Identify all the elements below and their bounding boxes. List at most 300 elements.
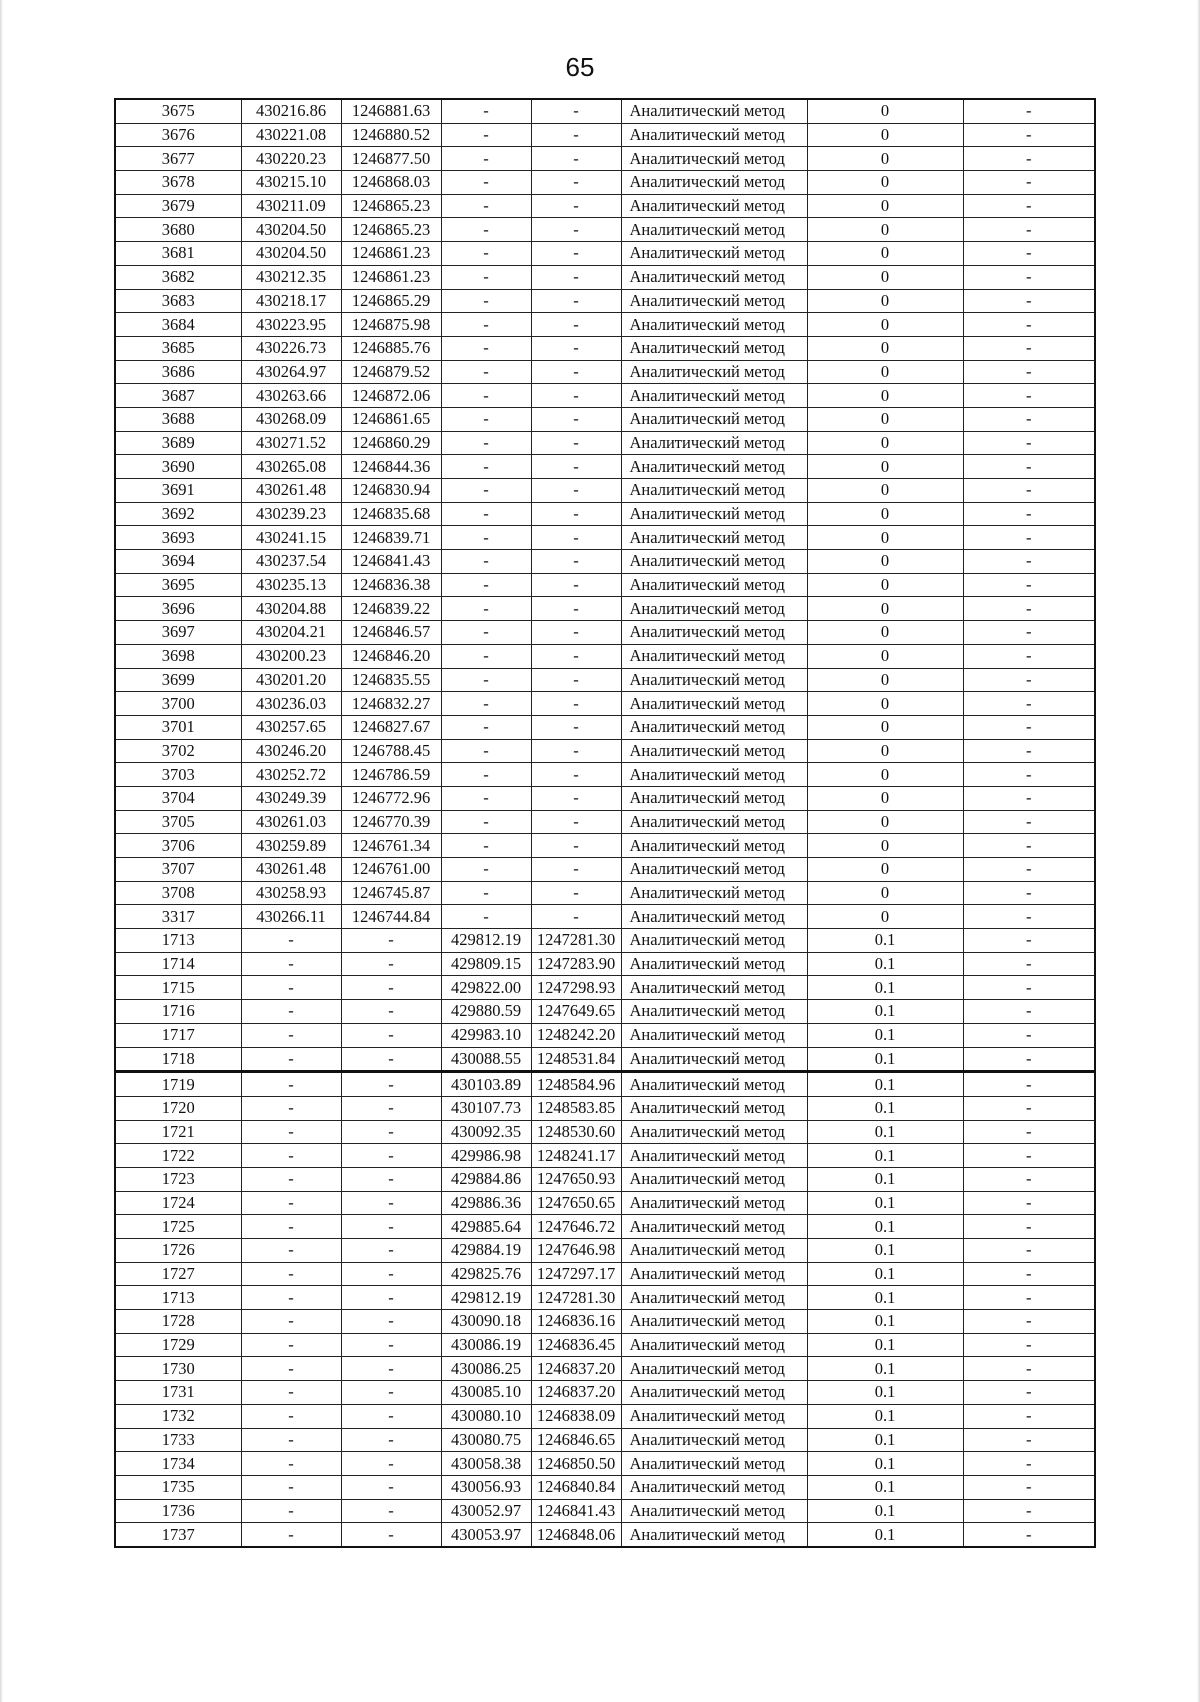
description-cell: -: [963, 194, 1095, 218]
table-row: [115, 952, 1095, 976]
method-cell: Аналитический метод: [621, 1215, 807, 1239]
existing-y-cell: -: [341, 1047, 441, 1072]
page-number: 65: [565, 52, 595, 82]
method-cell: Аналитический метод: [621, 384, 807, 408]
description-cell: -: [963, 1023, 1095, 1047]
existing-y-cell: 1246865.23: [341, 218, 441, 242]
accuracy-cell: 0.1: [807, 1333, 963, 1357]
new-x-cell: -: [441, 336, 531, 360]
existing-x-cell: 430259.89: [241, 834, 341, 858]
accuracy-cell: 0.1: [807, 1381, 963, 1405]
new-y-cell: 1246836.45: [531, 1333, 621, 1357]
new-y-cell: -: [531, 692, 621, 716]
existing-y-cell: 1246861.23: [341, 242, 441, 266]
existing-x-cell: 430268.09: [241, 407, 341, 431]
description-cell: -: [963, 99, 1095, 123]
table-row: [115, 881, 1095, 905]
method-cell: Аналитический метод: [621, 905, 807, 929]
method-cell: Аналитический метод: [621, 1357, 807, 1381]
existing-x-cell: 430223.95: [241, 313, 341, 337]
new-x-cell: -: [441, 905, 531, 929]
existing-y-cell: 1246861.65: [341, 407, 441, 431]
new-y-cell: 1247281.30: [531, 1286, 621, 1310]
point-number-cell: 1714: [115, 952, 241, 976]
table-row: [115, 171, 1095, 195]
point-number-cell: 3705: [115, 810, 241, 834]
table-row: [115, 1428, 1095, 1452]
point-number-cell: 3676: [115, 123, 241, 147]
new-x-cell: -: [441, 218, 531, 242]
existing-y-cell: -: [341, 1144, 441, 1168]
method-cell: Аналитический метод: [621, 1428, 807, 1452]
existing-x-cell: 430258.93: [241, 881, 341, 905]
existing-x-cell: 430264.97: [241, 360, 341, 384]
table-row: [115, 1475, 1095, 1499]
point-number-cell: 1722: [115, 1144, 241, 1168]
new-x-cell: -: [441, 313, 531, 337]
existing-y-cell: 1246788.45: [341, 739, 441, 763]
table-row: [115, 550, 1095, 574]
existing-y-cell: 1246832.27: [341, 692, 441, 716]
existing-y-cell: -: [341, 1499, 441, 1523]
description-cell: -: [963, 336, 1095, 360]
accuracy-cell: 0: [807, 99, 963, 123]
method-cell: Аналитический метод: [621, 218, 807, 242]
new-y-cell: -: [531, 621, 621, 645]
accuracy-cell: 0.1: [807, 1357, 963, 1381]
new-x-cell: 429812.19: [441, 929, 531, 953]
table-row: [115, 858, 1095, 882]
point-number-cell: 3702: [115, 739, 241, 763]
description-cell: -: [963, 313, 1095, 337]
accuracy-cell: 0.1: [807, 1072, 963, 1097]
existing-y-cell: 1246761.34: [341, 834, 441, 858]
description-cell: -: [963, 739, 1095, 763]
method-cell: Аналитический метод: [621, 692, 807, 716]
existing-x-cell: 430201.20: [241, 668, 341, 692]
accuracy-cell: 0.1: [807, 929, 963, 953]
accuracy-cell: 0: [807, 194, 963, 218]
point-number-cell: 3680: [115, 218, 241, 242]
existing-x-cell: -: [241, 1239, 341, 1263]
point-number-cell: 3681: [115, 242, 241, 266]
existing-y-cell: 1246841.43: [341, 550, 441, 574]
new-x-cell: 430103.89: [441, 1072, 531, 1097]
point-number-cell: 1737: [115, 1523, 241, 1547]
description-cell: -: [963, 1452, 1095, 1476]
new-y-cell: -: [531, 384, 621, 408]
existing-x-cell: 430211.09: [241, 194, 341, 218]
method-cell: Аналитический метод: [621, 1167, 807, 1191]
new-y-cell: 1247650.93: [531, 1167, 621, 1191]
description-cell: -: [963, 1357, 1095, 1381]
method-cell: Аналитический метод: [621, 976, 807, 1000]
existing-x-cell: 430261.48: [241, 479, 341, 503]
point-number-cell: 3700: [115, 692, 241, 716]
table-row: [115, 1215, 1095, 1239]
existing-x-cell: 430265.08: [241, 455, 341, 479]
point-number-cell: 3692: [115, 502, 241, 526]
accuracy-cell: 0: [807, 526, 963, 550]
accuracy-cell: 0.1: [807, 1428, 963, 1452]
method-cell: Аналитический метод: [621, 171, 807, 195]
new-y-cell: 1247646.98: [531, 1239, 621, 1263]
description-cell: -: [963, 1167, 1095, 1191]
table-row: [115, 99, 1095, 123]
new-x-cell: -: [441, 621, 531, 645]
existing-y-cell: 1246846.20: [341, 644, 441, 668]
description-cell: -: [963, 289, 1095, 313]
new-y-cell: -: [531, 786, 621, 810]
table-row: [115, 1167, 1095, 1191]
new-y-cell: 1247297.17: [531, 1262, 621, 1286]
description-cell: -: [963, 360, 1095, 384]
accuracy-cell: 0: [807, 336, 963, 360]
description-cell: -: [963, 1428, 1095, 1452]
method-cell: Аналитический метод: [621, 929, 807, 953]
new-x-cell: 429825.76: [441, 1262, 531, 1286]
new-y-cell: -: [531, 502, 621, 526]
existing-y-cell: 1246875.98: [341, 313, 441, 337]
table-row: [115, 1286, 1095, 1310]
accuracy-cell: 0.1: [807, 1144, 963, 1168]
point-number-cell: 3677: [115, 147, 241, 171]
point-number-cell: 3684: [115, 313, 241, 337]
point-number-cell: 1734: [115, 1452, 241, 1476]
description-cell: -: [963, 550, 1095, 574]
table-row: [115, 147, 1095, 171]
method-cell: Аналитический метод: [621, 455, 807, 479]
new-x-cell: -: [441, 384, 531, 408]
new-x-cell: -: [441, 123, 531, 147]
new-y-cell: -: [531, 858, 621, 882]
existing-y-cell: 1246868.03: [341, 171, 441, 195]
method-cell: Аналитический метод: [621, 573, 807, 597]
method-cell: Аналитический метод: [621, 1310, 807, 1334]
point-number-cell: 3675: [115, 99, 241, 123]
existing-x-cell: 430204.50: [241, 218, 341, 242]
new-y-cell: 1246850.50: [531, 1452, 621, 1476]
new-y-cell: -: [531, 313, 621, 337]
table-row: [115, 621, 1095, 645]
method-cell: Аналитический метод: [621, 1239, 807, 1263]
point-number-cell: 3689: [115, 431, 241, 455]
existing-y-cell: -: [341, 1120, 441, 1144]
accuracy-cell: 0.1: [807, 1239, 963, 1263]
point-number-cell: 3703: [115, 763, 241, 787]
new-x-cell: -: [441, 739, 531, 763]
new-y-cell: -: [531, 455, 621, 479]
accuracy-cell: 0: [807, 905, 963, 929]
existing-x-cell: 430200.23: [241, 644, 341, 668]
new-y-cell: -: [531, 810, 621, 834]
new-y-cell: -: [531, 336, 621, 360]
accuracy-cell: 0: [807, 147, 963, 171]
accuracy-cell: 0: [807, 644, 963, 668]
new-x-cell: 430056.93: [441, 1475, 531, 1499]
new-y-cell: -: [531, 526, 621, 550]
coordinates-table: [114, 98, 1096, 1548]
existing-x-cell: 430236.03: [241, 692, 341, 716]
existing-x-cell: 430252.72: [241, 763, 341, 787]
existing-x-cell: -: [241, 1523, 341, 1547]
description-cell: -: [963, 407, 1095, 431]
existing-x-cell: -: [241, 1333, 341, 1357]
new-x-cell: -: [441, 526, 531, 550]
point-number-cell: 1713: [115, 1286, 241, 1310]
existing-x-cell: -: [241, 1023, 341, 1047]
accuracy-cell: 0: [807, 573, 963, 597]
table-row: [115, 1381, 1095, 1405]
description-cell: -: [963, 1310, 1095, 1334]
point-number-cell: 3679: [115, 194, 241, 218]
point-number-cell: 3693: [115, 526, 241, 550]
existing-x-cell: 430204.50: [241, 242, 341, 266]
new-x-cell: 430092.35: [441, 1120, 531, 1144]
method-cell: Аналитический метод: [621, 1096, 807, 1120]
new-y-cell: -: [531, 147, 621, 171]
existing-y-cell: 1246865.29: [341, 289, 441, 313]
method-cell: Аналитический метод: [621, 1047, 807, 1072]
point-number-cell: 3704: [115, 786, 241, 810]
description-cell: -: [963, 502, 1095, 526]
new-x-cell: -: [441, 479, 531, 503]
table-row: [115, 668, 1095, 692]
existing-y-cell: -: [341, 952, 441, 976]
existing-x-cell: 430263.66: [241, 384, 341, 408]
table-row: [115, 1310, 1095, 1334]
new-y-cell: -: [531, 99, 621, 123]
new-x-cell: -: [441, 786, 531, 810]
description-cell: -: [963, 1000, 1095, 1024]
new-x-cell: -: [441, 763, 531, 787]
accuracy-cell: 0: [807, 123, 963, 147]
accuracy-cell: 0.1: [807, 1096, 963, 1120]
accuracy-cell: 0: [807, 597, 963, 621]
method-cell: Аналитический метод: [621, 265, 807, 289]
description-cell: -: [963, 1191, 1095, 1215]
existing-y-cell: 1246770.39: [341, 810, 441, 834]
new-x-cell: -: [441, 810, 531, 834]
existing-y-cell: 1246879.52: [341, 360, 441, 384]
accuracy-cell: 0: [807, 242, 963, 266]
description-cell: -: [963, 881, 1095, 905]
table-row: [115, 763, 1095, 787]
existing-y-cell: 1246839.22: [341, 597, 441, 621]
table-row: [115, 1120, 1095, 1144]
new-x-cell: 429880.59: [441, 1000, 531, 1024]
method-cell: Аналитический метод: [621, 1286, 807, 1310]
point-number-cell: 1726: [115, 1239, 241, 1263]
existing-x-cell: 430221.08: [241, 123, 341, 147]
existing-y-cell: -: [341, 1215, 441, 1239]
point-number-cell: 3683: [115, 289, 241, 313]
accuracy-cell: 0.1: [807, 1167, 963, 1191]
method-cell: Аналитический метод: [621, 1191, 807, 1215]
existing-x-cell: 430266.11: [241, 905, 341, 929]
new-x-cell: 430080.10: [441, 1404, 531, 1428]
existing-x-cell: -: [241, 1404, 341, 1428]
existing-y-cell: 1246761.00: [341, 858, 441, 882]
table-row: [115, 573, 1095, 597]
existing-y-cell: 1246836.38: [341, 573, 441, 597]
description-cell: -: [963, 1499, 1095, 1523]
point-number-cell: 1735: [115, 1475, 241, 1499]
new-y-cell: 1248531.84: [531, 1047, 621, 1072]
existing-x-cell: 430261.48: [241, 858, 341, 882]
table-row: [115, 786, 1095, 810]
accuracy-cell: 0.1: [807, 1000, 963, 1024]
accuracy-cell: 0: [807, 265, 963, 289]
accuracy-cell: 0: [807, 218, 963, 242]
point-number-cell: 1719: [115, 1072, 241, 1097]
existing-y-cell: -: [341, 929, 441, 953]
new-x-cell: 429885.64: [441, 1215, 531, 1239]
method-cell: Аналитический метод: [621, 1023, 807, 1047]
new-x-cell: 430088.55: [441, 1047, 531, 1072]
existing-x-cell: -: [241, 1499, 341, 1523]
accuracy-cell: 0: [807, 171, 963, 195]
table-row: [115, 1452, 1095, 1476]
point-number-cell: 1717: [115, 1023, 241, 1047]
new-x-cell: 430052.97: [441, 1499, 531, 1523]
description-cell: -: [963, 147, 1095, 171]
method-cell: Аналитический метод: [621, 952, 807, 976]
new-x-cell: 430086.19: [441, 1333, 531, 1357]
existing-x-cell: -: [241, 1167, 341, 1191]
existing-x-cell: -: [241, 1357, 341, 1381]
accuracy-cell: 0.1: [807, 1404, 963, 1428]
description-cell: -: [963, 692, 1095, 716]
existing-x-cell: 430216.86: [241, 99, 341, 123]
existing-y-cell: -: [341, 1333, 441, 1357]
new-y-cell: -: [531, 194, 621, 218]
existing-y-cell: -: [341, 1357, 441, 1381]
new-x-cell: 430080.75: [441, 1428, 531, 1452]
method-cell: Аналитический метод: [621, 194, 807, 218]
table-row: [115, 502, 1095, 526]
description-cell: -: [963, 384, 1095, 408]
accuracy-cell: 0: [807, 407, 963, 431]
description-cell: -: [963, 763, 1095, 787]
new-y-cell: 1248584.96: [531, 1072, 621, 1097]
existing-y-cell: -: [341, 1239, 441, 1263]
table-row: [115, 810, 1095, 834]
existing-y-cell: -: [341, 976, 441, 1000]
description-cell: -: [963, 431, 1095, 455]
method-cell: Аналитический метод: [621, 1404, 807, 1428]
method-cell: Аналитический метод: [621, 550, 807, 574]
description-cell: -: [963, 1523, 1095, 1547]
method-cell: Аналитический метод: [621, 502, 807, 526]
new-y-cell: -: [531, 644, 621, 668]
existing-x-cell: -: [241, 1072, 341, 1097]
new-x-cell: -: [441, 881, 531, 905]
point-number-cell: 1733: [115, 1428, 241, 1452]
table-row: [115, 1047, 1095, 1072]
new-x-cell: -: [441, 573, 531, 597]
existing-y-cell: -: [341, 1286, 441, 1310]
accuracy-cell: 0: [807, 384, 963, 408]
new-x-cell: -: [441, 692, 531, 716]
new-y-cell: 1246837.20: [531, 1381, 621, 1405]
new-x-cell: -: [441, 644, 531, 668]
method-cell: Аналитический метод: [621, 810, 807, 834]
point-number-cell: 3686: [115, 360, 241, 384]
method-cell: Аналитический метод: [621, 1000, 807, 1024]
point-number-cell: 1730: [115, 1357, 241, 1381]
accuracy-cell: 0: [807, 431, 963, 455]
existing-y-cell: -: [341, 1381, 441, 1405]
existing-x-cell: -: [241, 1381, 341, 1405]
existing-x-cell: -: [241, 929, 341, 953]
new-y-cell: -: [531, 171, 621, 195]
point-number-cell: 3708: [115, 881, 241, 905]
description-cell: -: [963, 265, 1095, 289]
accuracy-cell: 0.1: [807, 1499, 963, 1523]
new-y-cell: 1248583.85: [531, 1096, 621, 1120]
point-number-cell: 3682: [115, 265, 241, 289]
new-y-cell: -: [531, 905, 621, 929]
existing-y-cell: 1246861.23: [341, 265, 441, 289]
accuracy-cell: 0.1: [807, 1023, 963, 1047]
table-row: [115, 194, 1095, 218]
existing-y-cell: 1246865.23: [341, 194, 441, 218]
existing-y-cell: 1246744.84: [341, 905, 441, 929]
new-x-cell: 430090.18: [441, 1310, 531, 1334]
table-row: [115, 905, 1095, 929]
existing-y-cell: -: [341, 1167, 441, 1191]
table-row: [115, 715, 1095, 739]
description-cell: -: [963, 929, 1095, 953]
method-cell: Аналитический метод: [621, 1381, 807, 1405]
description-cell: -: [963, 976, 1095, 1000]
existing-x-cell: 430204.21: [241, 621, 341, 645]
description-cell: -: [963, 526, 1095, 550]
method-cell: Аналитический метод: [621, 313, 807, 337]
new-x-cell: 429983.10: [441, 1023, 531, 1047]
new-y-cell: 1246848.06: [531, 1523, 621, 1547]
existing-y-cell: -: [341, 1428, 441, 1452]
existing-x-cell: 430235.13: [241, 573, 341, 597]
table-row: [115, 1191, 1095, 1215]
existing-y-cell: -: [341, 1191, 441, 1215]
accuracy-cell: 0: [807, 313, 963, 337]
method-cell: Аналитический метод: [621, 289, 807, 313]
description-cell: -: [963, 1120, 1095, 1144]
description-cell: -: [963, 668, 1095, 692]
accuracy-cell: 0: [807, 289, 963, 313]
new-y-cell: -: [531, 550, 621, 574]
description-cell: -: [963, 905, 1095, 929]
new-y-cell: 1248241.17: [531, 1144, 621, 1168]
new-x-cell: -: [441, 550, 531, 574]
table-row: [115, 1357, 1095, 1381]
accuracy-cell: 0: [807, 502, 963, 526]
existing-y-cell: 1246885.76: [341, 336, 441, 360]
point-number-cell: 1736: [115, 1499, 241, 1523]
existing-y-cell: -: [341, 1262, 441, 1286]
point-number-cell: 1729: [115, 1333, 241, 1357]
new-y-cell: -: [531, 218, 621, 242]
existing-y-cell: -: [341, 1475, 441, 1499]
method-cell: Аналитический метод: [621, 1144, 807, 1168]
description-cell: -: [963, 218, 1095, 242]
point-number-cell: 1727: [115, 1262, 241, 1286]
existing-x-cell: -: [241, 1047, 341, 1072]
existing-x-cell: 430239.23: [241, 502, 341, 526]
method-cell: Аналитический метод: [621, 479, 807, 503]
